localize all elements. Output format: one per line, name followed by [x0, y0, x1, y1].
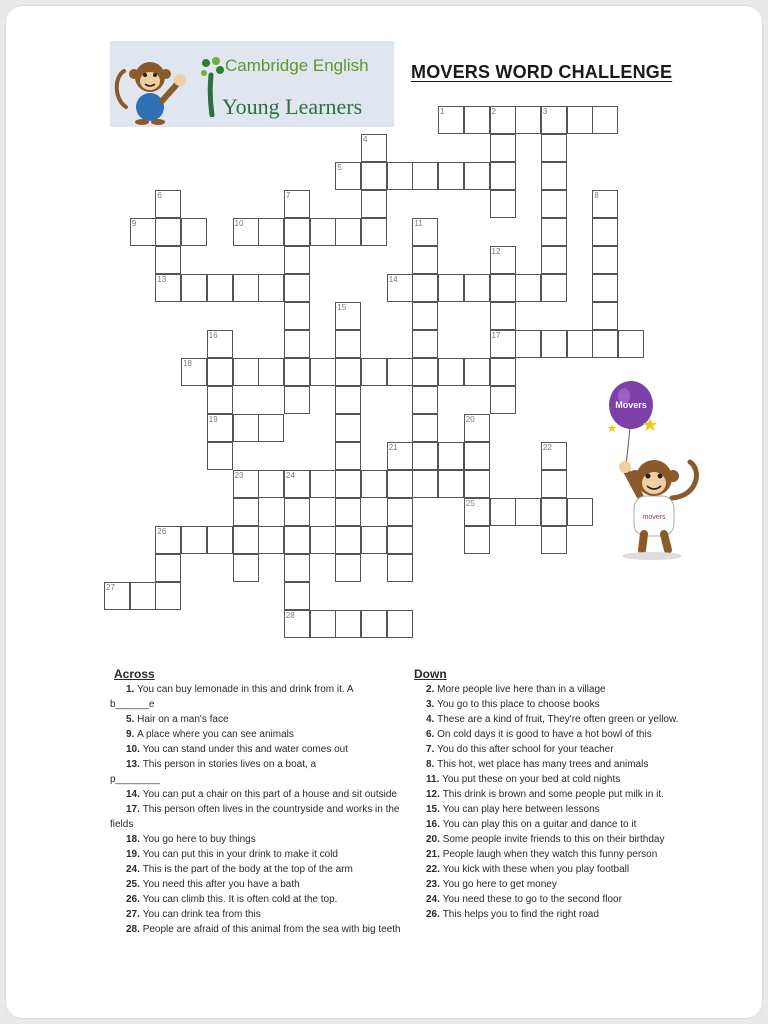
clue-number: 17 — [491, 331, 501, 340]
crossword-cell[interactable] — [284, 526, 310, 554]
clue-item-number: 27. — [126, 909, 143, 920]
crossword-cell[interactable] — [438, 470, 464, 498]
crossword-cell[interactable] — [567, 498, 593, 526]
clue-item — [110, 742, 404, 757]
crossword-cell[interactable] — [438, 358, 464, 386]
crossword-cell[interactable] — [464, 106, 490, 134]
crossword-cell[interactable] — [155, 274, 181, 302]
crossword-cell[interactable] — [387, 526, 413, 554]
clue-number: 13 — [157, 275, 167, 284]
crossword-cell[interactable] — [181, 358, 207, 386]
clue-item — [110, 847, 404, 862]
clue-item-text: People laugh when they watch this funny person — [442, 849, 658, 860]
clue-item-number: 4. — [426, 714, 438, 725]
crossword-cell[interactable] — [567, 330, 593, 358]
crossword-cell[interactable] — [335, 162, 361, 190]
clue-number: 18 — [183, 359, 192, 368]
shirt-text: movers — [642, 514, 666, 521]
clue-number: 28 — [285, 611, 295, 620]
crossword-cell[interactable] — [284, 246, 310, 274]
clue-item — [410, 712, 710, 727]
clue-item-text: You can put this in your drink to make it cold — [142, 849, 338, 860]
clue-item-text: This person often lives in the countryside and works in the fields — [110, 804, 400, 830]
clue-item-number: 17. — [126, 804, 143, 815]
crossword-cell[interactable] — [438, 442, 464, 470]
crossword-cell[interactable] — [490, 386, 516, 414]
crossword-cell[interactable] — [464, 498, 490, 526]
crossword-cell[interactable] — [361, 358, 387, 386]
crossword-cell[interactable] — [130, 218, 156, 246]
crossword-cell[interactable] — [541, 330, 567, 358]
clue-item-text: This person in stories lives on a boat, a — [142, 759, 317, 770]
crossword-cell[interactable] — [233, 218, 259, 246]
clue-item-continuation: b______e — [110, 699, 155, 710]
crossword-cell[interactable] — [387, 498, 413, 526]
clue-item — [410, 862, 710, 877]
crossword-cell[interactable] — [567, 106, 593, 134]
page-title: MOVERS WORD CHALLENGE — [411, 62, 673, 82]
crossword-cell[interactable] — [592, 106, 618, 134]
clue-number: 26 — [157, 527, 167, 536]
crossword-cell[interactable] — [258, 470, 284, 498]
clue-item-number: 18. — [126, 834, 143, 845]
clue-item — [410, 847, 710, 862]
clue-item-number: 22. — [426, 864, 443, 875]
crossword-cell[interactable] — [412, 330, 438, 358]
clue-number: 21 — [388, 443, 398, 452]
clue-item — [110, 802, 404, 832]
clue-item-number: 24. — [426, 894, 443, 905]
crossword-cell[interactable] — [438, 106, 464, 134]
crossword-cell[interactable] — [335, 386, 361, 414]
crossword-cell[interactable] — [515, 106, 541, 134]
clue-item-text: You can play this on a guitar and dance to it — [442, 819, 637, 830]
clue-item — [110, 787, 404, 802]
crossword-cell[interactable] — [541, 442, 567, 470]
clue-item — [410, 832, 710, 847]
crossword-cell[interactable] — [490, 498, 516, 526]
crossword-cell[interactable] — [412, 358, 438, 386]
crossword-cell[interactable] — [284, 470, 310, 498]
crossword-cell[interactable] — [618, 330, 644, 358]
clue-item — [110, 907, 404, 922]
crossword-cell[interactable] — [335, 218, 361, 246]
crossword-cell[interactable] — [361, 610, 387, 638]
clue-number: 27 — [106, 583, 115, 592]
monkey-balloon-mascot-icon — [598, 378, 710, 563]
crossword-cell[interactable] — [207, 526, 233, 554]
crossword-cell[interactable] — [310, 470, 336, 498]
clue-item-text: A place where you can see animals — [137, 729, 294, 740]
crossword-cell[interactable] — [592, 190, 618, 218]
clue-item-text: You put these on your bed at cold nights — [442, 774, 621, 785]
clue-item-text: Some people invite friends to this on their birthday — [442, 834, 665, 845]
crossword-cell[interactable] — [284, 498, 310, 526]
clue-item-text: People are afraid of this animal from the sea with big teeth — [142, 924, 401, 935]
down-clues — [410, 666, 710, 922]
crossword-cell[interactable] — [490, 330, 516, 358]
clue-item-text: This hot, wet place has many trees and animals — [437, 759, 649, 770]
clue-item — [110, 682, 404, 712]
clue-item-number: 8. — [426, 759, 438, 770]
crossword-cell[interactable] — [155, 246, 181, 274]
clue-item-number: 9. — [126, 729, 138, 740]
across-heading: Across — [114, 667, 155, 681]
crossword-cell[interactable] — [387, 162, 413, 190]
clue-item-text: You can buy lemonade in this and drink from it. A — [137, 684, 354, 695]
crossword-cell[interactable] — [490, 246, 516, 274]
crossword-cell[interactable] — [233, 414, 259, 442]
clue-item — [410, 787, 710, 802]
clue-item — [110, 862, 404, 877]
clue-item-text: More people live here than in a village — [437, 684, 606, 695]
crossword-cell[interactable] — [335, 358, 361, 386]
crossword-cell[interactable] — [490, 190, 516, 218]
crossword-cell[interactable] — [541, 190, 567, 218]
crossword-cell[interactable] — [412, 274, 438, 302]
clue-number: 25 — [465, 499, 475, 508]
clue-item-number: 3. — [426, 699, 438, 710]
clue-item-number: 26. — [426, 909, 443, 920]
clue-item-continuation: p________ — [110, 774, 161, 785]
clue-item — [110, 757, 404, 787]
crossword-cell[interactable] — [284, 386, 310, 414]
crossword-cell[interactable] — [387, 274, 413, 302]
clue-number: 19 — [208, 415, 218, 424]
crossword-cell[interactable] — [310, 610, 336, 638]
worksheet-page — [6, 6, 762, 1018]
crossword-cell[interactable] — [541, 526, 567, 554]
crossword-cell[interactable] — [515, 330, 541, 358]
clue-item-number: 2. — [426, 684, 438, 695]
crossword-cell[interactable] — [541, 470, 567, 498]
crossword-cell[interactable] — [104, 582, 130, 610]
crossword-cell[interactable] — [490, 302, 516, 330]
clue-item-number: 6. — [426, 729, 438, 740]
clue-item — [110, 892, 404, 907]
clue-item-text: You do this after school for your teacher — [437, 744, 614, 755]
crossword-cell[interactable] — [490, 274, 516, 302]
crossword-cell[interactable] — [464, 414, 490, 442]
clue-item-number: 21. — [426, 849, 443, 860]
clue-item — [410, 802, 710, 817]
clue-item — [410, 817, 710, 832]
clue-item — [410, 757, 710, 772]
logo-subtitle-text: Young Learners — [222, 94, 363, 119]
clue-number: 2 — [491, 107, 496, 116]
crossword-cell[interactable] — [464, 442, 490, 470]
crossword-cell[interactable] — [541, 498, 567, 526]
crossword-cell[interactable] — [284, 358, 310, 386]
crossword-cell[interactable] — [233, 358, 259, 386]
crossword-cell[interactable] — [284, 554, 310, 582]
clue-item-text: Hair on a man's face — [137, 714, 229, 725]
crossword-cell[interactable] — [464, 162, 490, 190]
clue-item-number: 11. — [426, 774, 443, 785]
clue-item-number: 23. — [426, 879, 443, 890]
clue-number: 12 — [491, 247, 501, 256]
across-clue-list — [110, 682, 404, 937]
crossword-cell[interactable] — [310, 358, 336, 386]
crossword-cell[interactable] — [233, 554, 259, 582]
clue-item-number: 10. — [126, 744, 143, 755]
crossword-cell[interactable] — [155, 554, 181, 582]
clue-item-text: These are a kind of fruit, They're often green or yellow. — [437, 714, 679, 725]
crossword-cell[interactable] — [233, 274, 259, 302]
crossword-cell[interactable] — [181, 218, 207, 246]
crossword-cell[interactable] — [284, 302, 310, 330]
crossword-cell[interactable] — [284, 330, 310, 358]
crossword-cell[interactable] — [541, 274, 567, 302]
clue-item — [110, 712, 404, 727]
crossword-cell[interactable] — [515, 274, 541, 302]
clue-item — [110, 922, 404, 937]
crossword-cell[interactable] — [335, 554, 361, 582]
crossword-cell[interactable] — [233, 526, 259, 554]
clue-item — [410, 697, 710, 712]
crossword-cell[interactable] — [233, 470, 259, 498]
crossword-cell[interactable] — [387, 358, 413, 386]
crossword-cell[interactable] — [284, 190, 310, 218]
down-clue-list — [410, 682, 710, 922]
crossword-cell[interactable] — [335, 302, 361, 330]
crossword-cell[interactable] — [335, 442, 361, 470]
crossword-cell[interactable] — [541, 218, 567, 246]
crossword-cell[interactable] — [490, 106, 516, 134]
crossword-cell[interactable] — [335, 610, 361, 638]
clue-item-number: 24. — [126, 864, 143, 875]
clue-item-text: You can climb this. It is often cold at the top. — [142, 894, 338, 905]
crossword-cell[interactable] — [387, 554, 413, 582]
clue-item-text: This is the part of the body at the top of the arm — [142, 864, 353, 875]
crossword-cell[interactable] — [592, 246, 618, 274]
crossword-cell[interactable] — [207, 330, 233, 358]
clue-number: 4 — [363, 135, 368, 144]
crossword-cell[interactable] — [284, 582, 310, 610]
crossword-cell[interactable] — [207, 414, 233, 442]
clue-item-number: 12. — [426, 789, 443, 800]
crossword-cell[interactable] — [155, 582, 181, 610]
clue-number: 8 — [594, 191, 599, 200]
clue-item-number: 16. — [426, 819, 443, 830]
clue-item — [410, 727, 710, 742]
crossword-cell[interactable] — [592, 274, 618, 302]
crossword-cell[interactable] — [361, 162, 387, 190]
crossword-cell[interactable] — [412, 302, 438, 330]
crossword-cell[interactable] — [284, 218, 310, 246]
crossword-cell[interactable] — [181, 526, 207, 554]
clue-item — [410, 742, 710, 757]
clue-item — [410, 907, 710, 922]
crossword-cell[interactable] — [284, 274, 310, 302]
crossword-cell[interactable] — [207, 358, 233, 386]
crossword-cell[interactable] — [412, 414, 438, 442]
crossword-cell[interactable] — [310, 218, 336, 246]
clue-item-text: This helps you to find the right road — [442, 909, 599, 920]
clue-number: 9 — [131, 219, 137, 228]
crossword-cell[interactable] — [130, 582, 156, 610]
clue-number: 24 — [285, 471, 295, 480]
clue-item — [110, 727, 404, 742]
crossword-cell[interactable] — [412, 246, 438, 274]
clue-number: 20 — [465, 415, 475, 424]
down-heading: Down — [414, 667, 447, 681]
clue-number: 23 — [234, 471, 244, 480]
crossword-cell[interactable] — [541, 246, 567, 274]
crossword-cell[interactable] — [335, 498, 361, 526]
clue-item — [410, 877, 710, 892]
crossword-cell[interactable] — [284, 610, 310, 638]
clue-item-text: You kick with these when you play football — [442, 864, 630, 875]
crossword-cell[interactable] — [258, 274, 284, 302]
crossword-cell[interactable] — [207, 442, 233, 470]
crossword-cell[interactable] — [515, 498, 541, 526]
crossword-cell[interactable] — [361, 134, 387, 162]
crossword-cell[interactable] — [361, 190, 387, 218]
clue-item-number: 28. — [126, 924, 143, 935]
crossword-cell[interactable] — [155, 218, 181, 246]
clue-item-number: 19. — [126, 849, 143, 860]
clue-item-number: 5. — [126, 714, 138, 725]
clue-number: 11 — [414, 219, 423, 228]
clue-number: 5 — [337, 163, 342, 172]
clue-number: 10 — [234, 219, 244, 228]
clue-item-number: 20. — [426, 834, 443, 845]
clue-item-text: This drink is brown and some people put milk in it. — [442, 789, 664, 800]
clue-item — [410, 892, 710, 907]
across-clues — [110, 666, 404, 937]
crossword-cell[interactable] — [490, 134, 516, 162]
clue-number: 16 — [208, 331, 218, 340]
clue-number: 6 — [157, 191, 162, 200]
crossword-cell[interactable] — [207, 274, 233, 302]
crossword-cell[interactable] — [387, 442, 413, 470]
clue-number: 1 — [440, 107, 445, 116]
clue-item — [410, 772, 710, 787]
clue-item-text: You need this after you have a bath — [142, 879, 300, 890]
crossword-cell[interactable] — [335, 330, 361, 358]
crossword-cell[interactable] — [181, 274, 207, 302]
clue-item-text: You go to this place to choose books — [437, 699, 600, 710]
crossword-cell[interactable] — [387, 470, 413, 498]
crossword-cell[interactable] — [412, 470, 438, 498]
crossword-cell[interactable] — [541, 106, 567, 134]
clue-item-number: 26. — [126, 894, 143, 905]
clue-item-text: You need these to go to the second floor — [442, 894, 622, 905]
crossword-cell[interactable] — [155, 526, 181, 554]
clue-item — [110, 877, 404, 892]
crossword-cell[interactable] — [592, 330, 618, 358]
clue-item — [410, 682, 710, 697]
crossword-cell[interactable] — [438, 162, 464, 190]
crossword-cell[interactable] — [258, 526, 284, 554]
crossword-cell[interactable] — [387, 610, 413, 638]
clue-number: 15 — [337, 303, 347, 312]
clue-number: 3 — [542, 107, 548, 116]
clue-number: 14 — [388, 275, 398, 284]
clue-item — [110, 832, 404, 847]
crossword-cell[interactable] — [335, 414, 361, 442]
clue-item-number: 25. — [126, 879, 143, 890]
crossword-cell[interactable] — [412, 162, 438, 190]
clue-item-text: You can play here between lessons — [442, 804, 600, 815]
crossword-cell[interactable] — [335, 470, 361, 498]
crossword-cell[interactable] — [310, 526, 336, 554]
clue-number: 22 — [542, 443, 552, 452]
crossword-cell[interactable] — [464, 470, 490, 498]
crossword-cell[interactable] — [412, 218, 438, 246]
crossword-cell[interactable] — [464, 358, 490, 386]
clue-item-text: You go here to buy things — [142, 834, 256, 845]
clue-item-text: You can stand under this and water comes out — [142, 744, 349, 755]
clue-item-text: You go here to get money — [442, 879, 557, 890]
crossword-cell[interactable] — [541, 134, 567, 162]
crossword-cell[interactable] — [412, 386, 438, 414]
crossword-cell[interactable] — [490, 358, 516, 386]
crossword-cell[interactable] — [258, 218, 284, 246]
balloon-text: Movers — [615, 400, 647, 410]
crossword-cell[interactable] — [361, 218, 387, 246]
crossword-cell[interactable] — [541, 162, 567, 190]
clue-item-number: 15. — [426, 804, 443, 815]
clue-item-number: 13. — [126, 759, 143, 770]
clue-item-text: You can drink tea from this — [142, 909, 261, 920]
crossword-cell[interactable] — [412, 442, 438, 470]
crossword-cell[interactable] — [233, 498, 259, 526]
clue-item-text: You can put a chair on this part of a house and sit outside — [142, 789, 397, 800]
crossword-cell[interactable] — [361, 526, 387, 554]
crossword-cell[interactable] — [464, 526, 490, 554]
crossword-cell[interactable] — [592, 218, 618, 246]
clue-item-text: On cold days it is good to have a hot bowl of this — [437, 729, 652, 740]
crossword-cell[interactable] — [258, 358, 284, 386]
crossword-cell[interactable] — [335, 526, 361, 554]
crossword-cell[interactable] — [592, 302, 618, 330]
crossword-cell[interactable] — [464, 274, 490, 302]
clue-item-number: 14. — [126, 789, 143, 800]
crossword-cell[interactable] — [258, 414, 284, 442]
crossword-cell[interactable] — [155, 190, 181, 218]
crossword-cell[interactable] — [490, 162, 516, 190]
logo-brand-text: Cambridge English — [225, 56, 369, 75]
clue-number: 7 — [285, 191, 291, 200]
crossword-cell[interactable] — [438, 274, 464, 302]
clue-item-number: 7. — [426, 744, 438, 755]
crossword-cell[interactable] — [207, 386, 233, 414]
crossword-cell[interactable] — [361, 470, 387, 498]
clue-item-number: 1. — [126, 684, 138, 695]
